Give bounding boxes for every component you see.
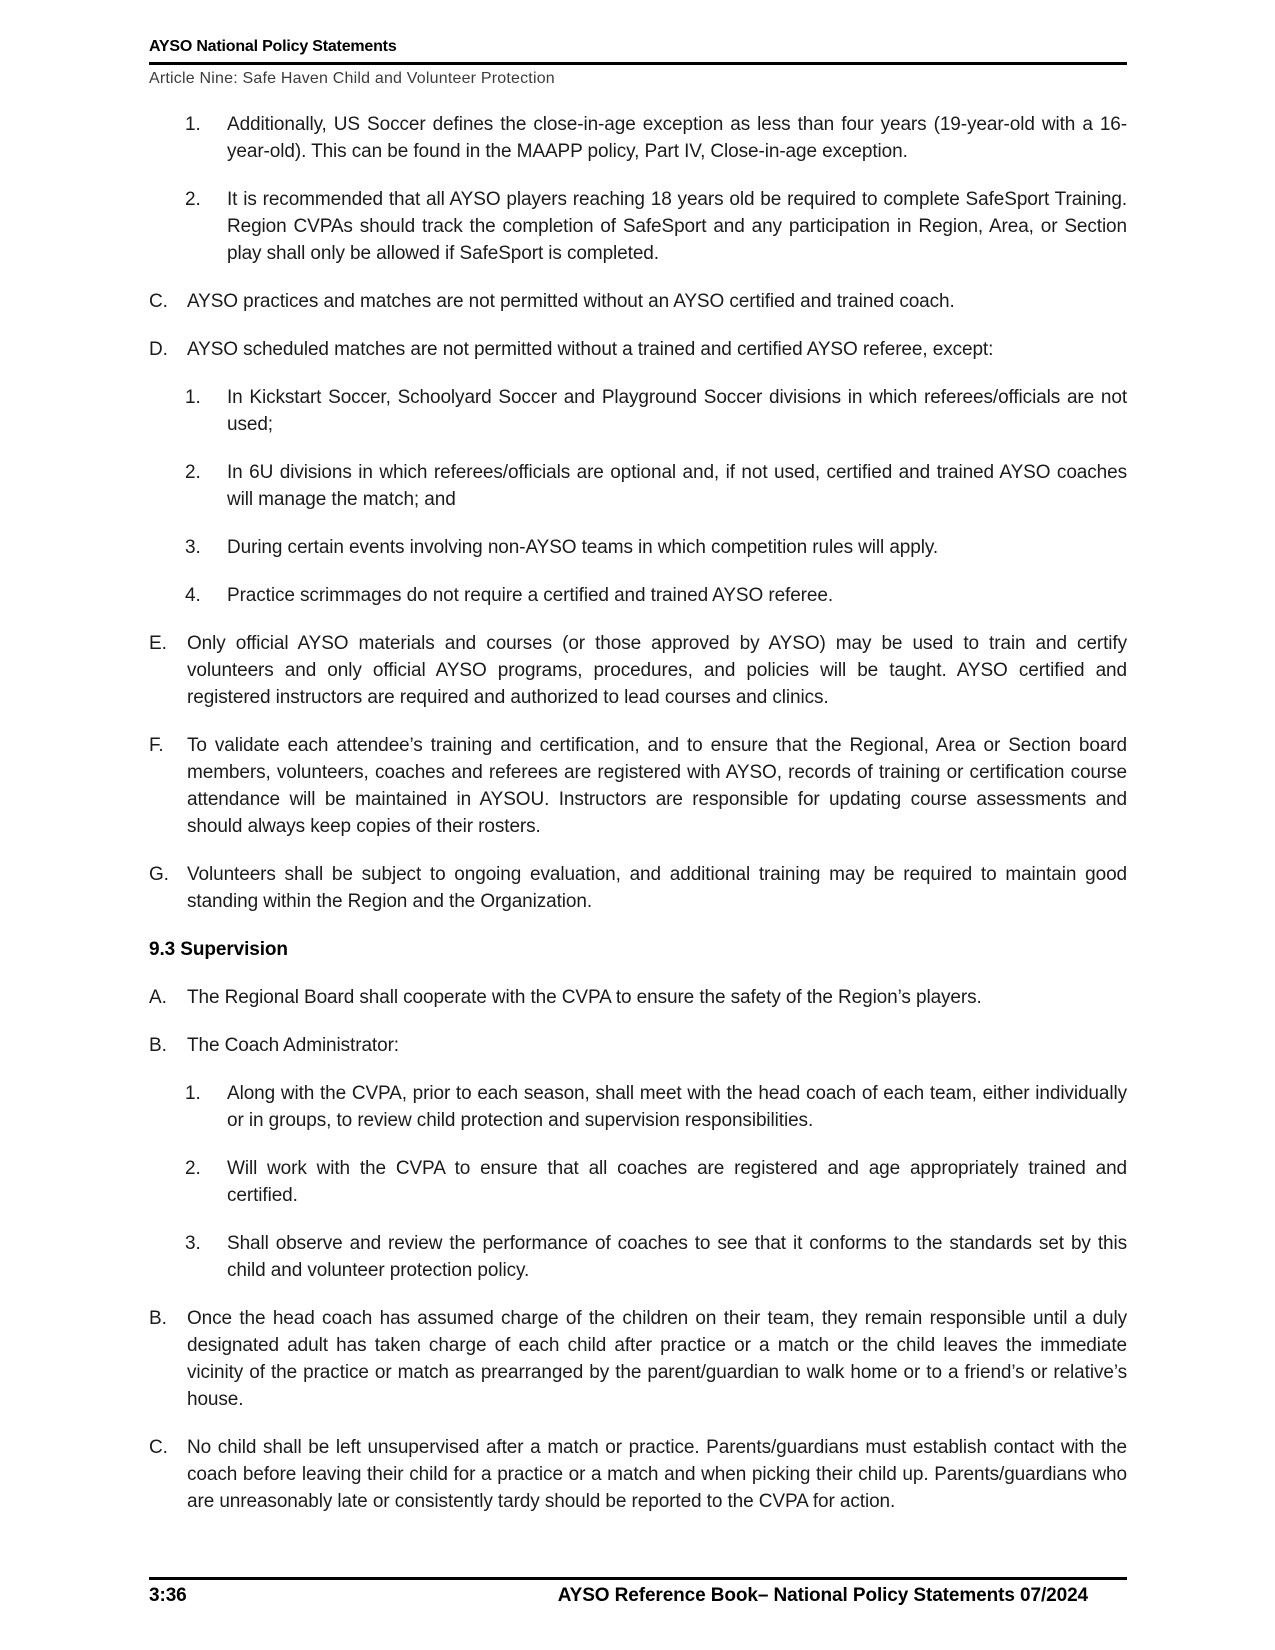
list-marker: B.	[149, 1035, 167, 1056]
list-marker: 2.	[185, 462, 201, 483]
list-item-f	[149, 732, 1127, 840]
list-item-b1	[185, 1080, 1127, 1134]
list-item-text: To validate each attendee’s training and certification, and to ensure that the Regional, Area or Section board members, volunteers, coaches and referees are registered with AYSO, records of training or certification course attendance will be maintained in AYSOU. Instructors are responsible for updating course assessments and should always keep copies of their rosters.	[187, 735, 1127, 837]
list-item-d2	[185, 459, 1127, 513]
list-item-text: AYSO practices and matches are not permitted without an AYSO certified and trained coach.	[187, 291, 955, 312]
section-heading-supervision: 9.3 Supervision	[149, 939, 288, 960]
list-item-intro-2	[185, 186, 1127, 267]
list-item-text: In Kickstart Soccer, Schoolyard Soccer and Playground Soccer divisions in which referees/officials are not used;	[227, 387, 1127, 435]
list-item-d3	[185, 534, 1127, 561]
list-item-e	[149, 630, 1127, 711]
list-item-d4	[185, 582, 1127, 609]
article-subtitle: Article Nine: Safe Haven Child and Volunteer Protection	[149, 70, 555, 87]
list-marker: G.	[149, 864, 169, 885]
page-footer	[149, 1577, 1127, 1608]
list-item-text: Only official AYSO materials and courses (or those approved by AYSO) may be used to train and certify volunteers and only official AYSO programs, procedures, and policies will be taught. AYSO certified and registered instructors are required and authorized to lead courses and clinics.	[187, 633, 1127, 708]
document-header	[149, 36, 1127, 90]
list-item-intro-1	[185, 111, 1127, 165]
list-item-sup-b-once	[149, 1305, 1127, 1413]
list-marker: 2.	[185, 1158, 201, 1179]
list-item-text: In 6U divisions in which referees/officials are optional and, if not used, certified and trained AYSO coaches will manage the match; and	[227, 462, 1127, 510]
list-marker: 1.	[185, 114, 201, 135]
list-marker: F.	[149, 735, 164, 756]
list-marker: C.	[149, 1437, 168, 1458]
list-marker: E.	[149, 633, 167, 654]
page-content	[149, 36, 1127, 1536]
list-marker: C.	[149, 291, 168, 312]
list-item-b2	[185, 1155, 1127, 1209]
list-item-text: Along with the CVPA, prior to each season, shall meet with the head coach of each team, either individually or in groups, to review child protection and supervision responsibilities.	[227, 1083, 1127, 1131]
list-marker: 4.	[185, 585, 201, 606]
list-marker: 3.	[185, 1233, 201, 1254]
footer-reference: AYSO Reference Book– National Policy Statements 07/2024	[557, 1585, 1088, 1606]
list-item-text: Will work with the CVPA to ensure that all coaches are registered and age appropriately trained and certified.	[227, 1158, 1127, 1206]
list-item-text: No child shall be left unsupervised after a match or practice. Parents/guardians must establish contact with the coach before leaving their child for a practice or a match and when picking their child up. Parents/guardians who are unreasonably late or consistently tardy should be reported to the CVPA for action.	[187, 1437, 1127, 1512]
list-item-text: Shall observe and review the performance of coaches to see that it conforms to the standards set by this child and volunteer protection policy.	[227, 1233, 1127, 1281]
page-title: AYSO National Policy Statements	[149, 38, 397, 55]
list-marker: B.	[149, 1308, 167, 1329]
list-item-sup-a	[149, 984, 1127, 1011]
list-marker: 2.	[185, 189, 201, 210]
list-item-text: It is recommended that all AYSO players reaching 18 years old be required to complete SafeSport Training. Region CVPAs should track the completion of SafeSport and any participation in Region, Area, or Section play shall only be allowed if SafeSport is completed.	[227, 189, 1127, 264]
list-item-c	[149, 288, 1127, 315]
list-item-g	[149, 861, 1127, 915]
list-item-d	[149, 336, 1127, 363]
list-item-text: Volunteers shall be subject to ongoing evaluation, and additional training may be required to maintain good standing within the Region and the Organization.	[187, 864, 1127, 912]
list-marker: D.	[149, 339, 168, 360]
list-marker: 3.	[185, 537, 201, 558]
list-item-text: The Regional Board shall cooperate with the CVPA to ensure the safety of the Region’s players.	[187, 987, 982, 1008]
document-body	[149, 111, 1127, 1515]
list-item-sup-b	[149, 1032, 1127, 1059]
list-item-text: During certain events involving non-AYSO teams in which competition rules will apply.	[227, 537, 939, 558]
list-item-d1	[185, 384, 1127, 438]
list-item-text: Additionally, US Soccer defines the close-in-age exception as less than four years (19-year-old with a 16-year-old). This can be found in the MAAPP policy, Part IV, Close-in-age exception.	[227, 114, 1127, 162]
footer-page-time: 3:36	[149, 1585, 187, 1606]
header-divider	[149, 62, 1127, 65]
list-item-text: Practice scrimmages do not require a certified and trained AYSO referee.	[227, 585, 834, 606]
list-marker: 1.	[185, 387, 201, 408]
list-item-text: The Coach Administrator:	[187, 1035, 399, 1056]
list-item-text: Once the head coach has assumed charge of the children on their team, they remain responsible until a duly designated adult has taken charge of each child after practice or a match or the child leaves the immediate vicinity of the practice or match as prearranged by the parent/guardian to walk home or to a friend’s or relative’s house.	[187, 1308, 1127, 1410]
list-item-b3	[185, 1230, 1127, 1284]
list-marker: A.	[149, 987, 167, 1008]
list-marker: 1.	[185, 1083, 201, 1104]
list-item-text: AYSO scheduled matches are not permitted without a trained and certified AYSO referee, except:	[187, 339, 994, 360]
list-item-sup-c	[149, 1434, 1127, 1515]
